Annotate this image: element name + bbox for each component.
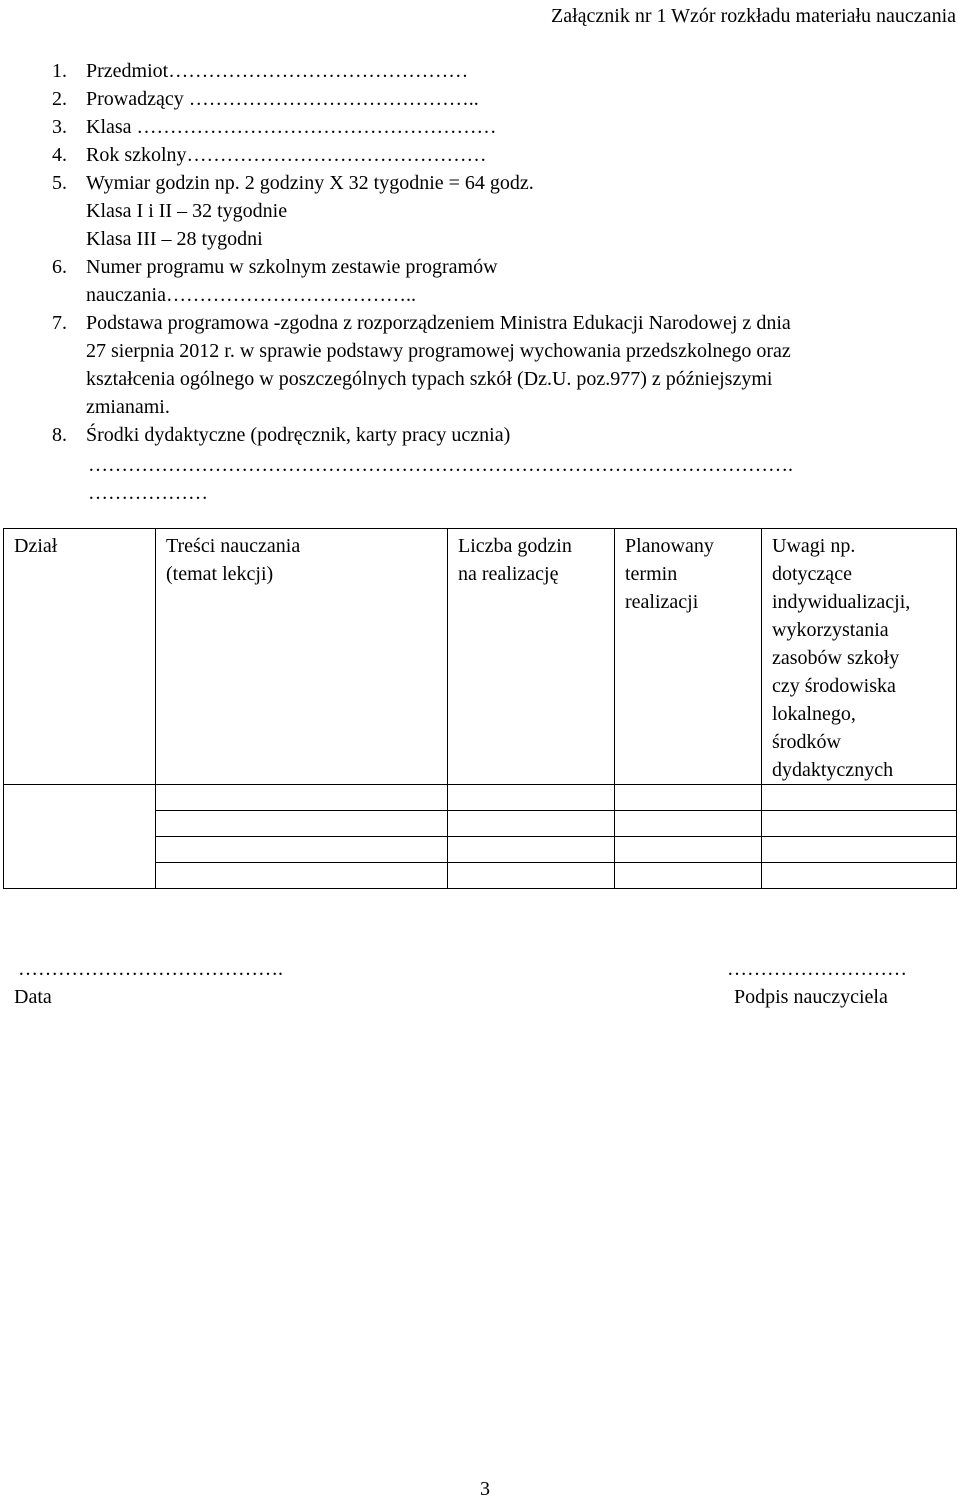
- item-klasa: [52, 113, 497, 141]
- item-text: Wymiar godzin np. 2 godziny X 32 tygodnie = 64 godz.: [86, 172, 534, 194]
- table-cell[interactable]: [615, 785, 762, 811]
- item-rok-szkolny: [52, 141, 487, 169]
- header-planowany-termin: Planowany termin realizacji: [615, 529, 762, 785]
- item-numer-programu-cont: nauczania………………………………..: [86, 284, 416, 306]
- table-cell-dzial[interactable]: [4, 785, 156, 889]
- item-number: 5.: [52, 172, 67, 194]
- item-srodki-dydaktyczne: [52, 421, 510, 449]
- item-text: Przedmiot………………………………………: [86, 60, 469, 82]
- table-cell[interactable]: [615, 863, 762, 889]
- item-number: 6.: [52, 256, 67, 278]
- table-row: [4, 785, 957, 811]
- table-cell[interactable]: [762, 785, 957, 811]
- header-uwagi: Uwagi np. dotyczące indywidualizacji, wykorzystania zasobów szkoły czy środowiska lokalnego, środków dydaktycznych: [762, 529, 957, 785]
- table-cell[interactable]: [762, 811, 957, 837]
- item-number: 3.: [52, 116, 67, 138]
- rozklad-table: [3, 528, 957, 889]
- item-text: Numer programu w szkolnym zestawie programów: [86, 256, 498, 278]
- item-number: 1.: [52, 60, 67, 82]
- table-cell[interactable]: [615, 837, 762, 863]
- table-cell[interactable]: [156, 863, 448, 889]
- podstawa-line-2: 27 sierpnia 2012 r. w sprawie podstawy programowej wychowania przedszkolnego oraz: [86, 340, 791, 362]
- klasa-iii-weeks: Klasa III – 28 tygodni: [86, 228, 263, 250]
- header-tresci-nauczania: Treści nauczania (temat lekcji): [156, 529, 448, 785]
- table-cell[interactable]: [762, 863, 957, 889]
- date-label: Data: [14, 986, 52, 1008]
- table-cell[interactable]: [448, 785, 615, 811]
- page-number: 3: [480, 1478, 490, 1500]
- srodki-dots-line-1: …………………………………………………………………………………………….: [88, 454, 793, 476]
- table-cell[interactable]: [615, 811, 762, 837]
- item-number: 8.: [52, 424, 67, 446]
- item-text: Prowadzący ……………………………………..: [86, 88, 479, 110]
- table-header-row: [4, 529, 957, 785]
- table-cell[interactable]: [448, 837, 615, 863]
- klasa-i-ii-weeks: Klasa I i II – 32 tygodnie: [86, 200, 288, 222]
- item-wymiar-godzin: [52, 169, 534, 197]
- item-number: 7.: [52, 312, 67, 334]
- item-text: Podstawa programowa -zgodna z rozporządzeniem Ministra Edukacji Narodowej z dnia: [86, 312, 791, 334]
- item-przedmiot: [52, 57, 468, 85]
- teacher-signature-line: ………………………: [727, 958, 907, 980]
- teacher-signature-label: Podpis nauczyciela: [734, 986, 888, 1008]
- table-cell[interactable]: [448, 811, 615, 837]
- item-number: 2.: [52, 88, 67, 110]
- podstawa-line-4: zmianami.: [86, 396, 170, 418]
- item-text: Klasa ………………………………………………: [86, 116, 497, 138]
- item-prowadzacy: [52, 85, 479, 113]
- item-number: 4.: [52, 144, 67, 166]
- document-header: Załącznik nr 1 Wzór rozkładu materiału nauczania: [551, 5, 956, 27]
- table-cell[interactable]: [156, 811, 448, 837]
- table-cell[interactable]: [448, 863, 615, 889]
- item-podstawa-programowa: [52, 309, 791, 337]
- item-text: Środki dydaktyczne (podręcznik, karty pracy ucznia): [86, 424, 511, 446]
- item-numer-programu: [52, 253, 498, 281]
- podstawa-line-3: kształcenia ogólnego w poszczególnych typach szkół (Dz.U. poz.977) z późniejszymi: [86, 368, 773, 390]
- table-cell[interactable]: [156, 785, 448, 811]
- item-text: Rok szkolny………………………………………: [86, 144, 487, 166]
- srodki-dots-line-2: ………………: [88, 482, 208, 504]
- date-signature-line: ………………………………….: [18, 958, 283, 980]
- header-dzial: Dział: [4, 529, 156, 785]
- header-liczba-godzin: Liczba godzin na realizację: [448, 529, 615, 785]
- table-cell[interactable]: [156, 837, 448, 863]
- table-cell[interactable]: [762, 837, 957, 863]
